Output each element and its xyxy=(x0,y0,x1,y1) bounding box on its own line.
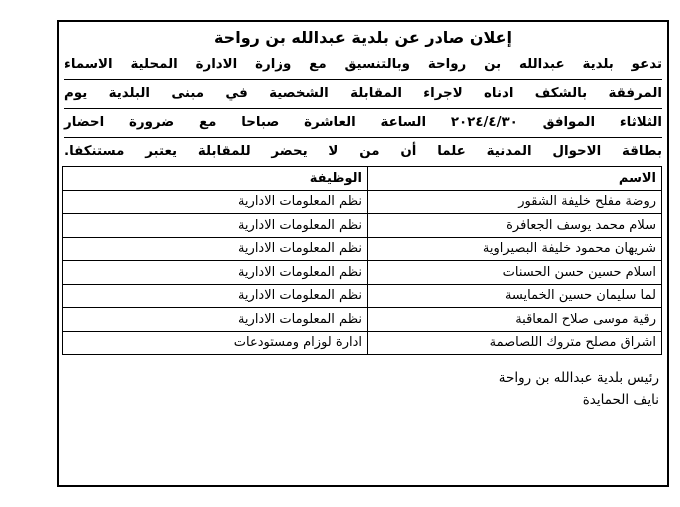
signature-block xyxy=(59,367,659,411)
notice-body-line: تدعو بلدية عبدالله بن رواحة وبالتنسيق مع وزارة الادارة المحلية الاسماء xyxy=(64,51,662,80)
notice-body-line: الثلاثاء الموافق ٢٠٢٤/٤/٣٠ الساعة العاشرة صباحا مع ضرورة احضار xyxy=(64,109,662,138)
signature-name: نايف الحمايدة xyxy=(582,392,659,408)
table-row xyxy=(63,284,662,308)
public-notice xyxy=(57,20,669,487)
candidate-name: اسلام حسين حسن الحسنات xyxy=(368,261,662,285)
table-row xyxy=(63,308,662,332)
candidate-job: نظم المعلومات الادارية xyxy=(63,261,368,285)
candidate-name: روضة مفلح خليفة الشقور xyxy=(368,190,662,214)
table-row xyxy=(63,237,662,261)
candidate-name: شريهان محمود خليفة البصيراوية xyxy=(368,237,662,261)
table-row xyxy=(63,261,662,285)
candidate-job: نظم المعلومات الادارية xyxy=(63,284,368,308)
candidate-job: نظم المعلومات الادارية xyxy=(63,308,368,332)
notice-body xyxy=(64,51,662,166)
candidate-name: سلام محمد يوسف الجعافرة xyxy=(368,214,662,238)
table-row xyxy=(63,331,662,355)
candidates-table xyxy=(62,166,662,355)
candidate-job: نظم المعلومات الادارية xyxy=(63,214,368,238)
candidate-name: رقية موسى صلاح المعاقبة xyxy=(368,308,662,332)
notice-title: إعلان صادر عن بلدية عبدالله بن رواحة xyxy=(213,28,513,47)
candidate-job: نظم المعلومات الادارية xyxy=(63,237,368,261)
notice-body-line: المرفقة بالشكف ادناه لاجراء المقابلة الشخصية في مبنى البلدية يوم xyxy=(64,80,662,109)
table-row xyxy=(63,214,662,238)
notice-body-line: بطاقة الاحوال المدنية علما أن من لا يحضر للمقابلة يعتبر مستنكفا. xyxy=(64,144,662,159)
column-header-name: الاسم xyxy=(368,167,662,191)
candidate-job: نظم المعلومات الادارية xyxy=(63,190,368,214)
table-row xyxy=(63,190,662,214)
candidate-job: ادارة لوزام ومستودعات xyxy=(63,331,368,355)
table-header-row xyxy=(63,167,662,191)
candidate-name: لما سليمان حسين الخمايسة xyxy=(368,284,662,308)
column-header-job: الوظيفة xyxy=(63,167,368,191)
candidate-name: اشراق مصلح متروك اللصاصمة xyxy=(368,331,662,355)
signature-role: رئيس بلدية عبدالله بن رواحة xyxy=(498,370,659,386)
